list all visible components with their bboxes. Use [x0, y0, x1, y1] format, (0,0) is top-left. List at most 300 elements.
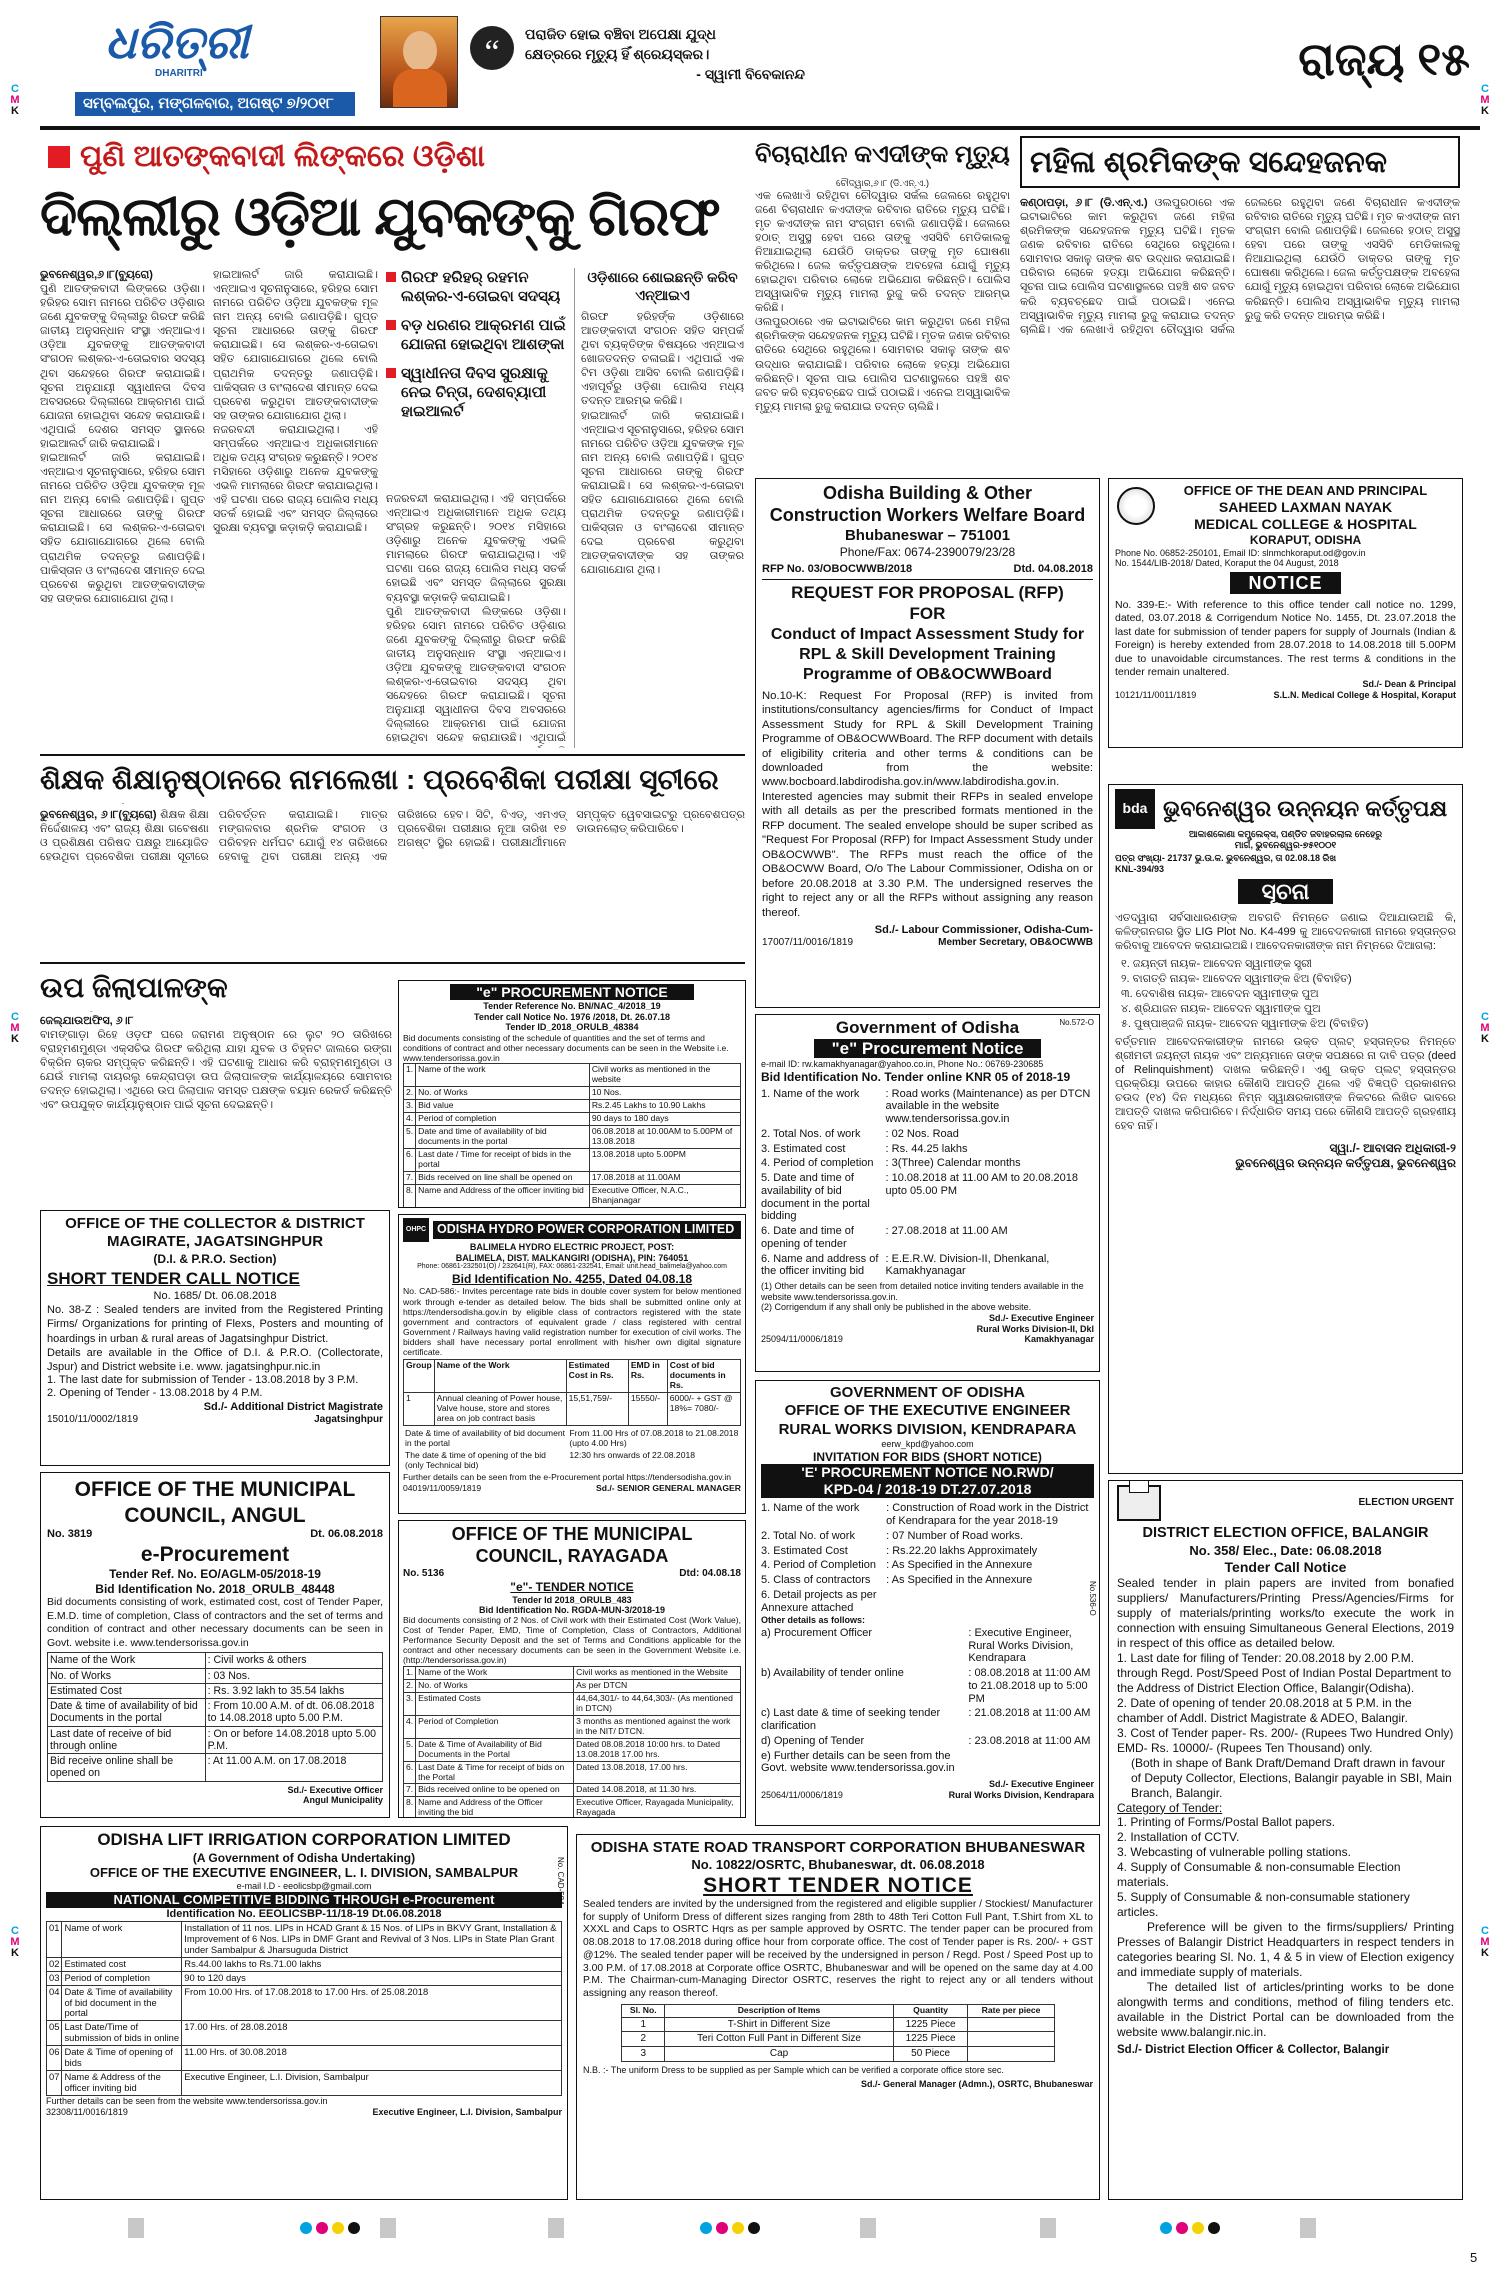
kamakhya-code: 25094/11/0006/1819	[761, 1334, 843, 1345]
newspaper-logo[interactable]	[105, 16, 325, 84]
table-cell: 06.08.2018 at 10.00AM to 5.00PM of 13.08.2018	[589, 1126, 740, 1149]
angul-ref: Tender Ref. No. EO/AGLM-05/2018-19	[109, 1567, 321, 1582]
table-cell: : Construction of Road work in the District of Kendrapara for the year 2018-19	[886, 1502, 1089, 1528]
lead-text-2b: ନଜରବନ୍ଦୀ କରାଯାଇଥିଲା। ଏହି ସମ୍ପର୍କରେ ଏନ୍‌ଆଇଏ ଅଧିକାରୀମାନେ ଅଧିକ ତଥ୍ୟ ସଂଗ୍ରହ କରୁଛନ୍ତି। ୨୦୧୪ ମସିହାରେ ଓଡ଼ିଶାରୁ ଅନେକ ଯୁବକଙ୍କୁ ଏଭଳି ମାମଲାରେ ଗିରଫ କରାଯାଇଥିଲା। ଏହି ଘଟଣା ପରେ ରାଜ୍ୟ ପୋଲିସ ମଧ୍ୟ ସତର୍କ ହୋଇଛି ଏବଂ ସମସ୍ତ ଜିଲ୍ଲାରେ ସୁରକ୍ଷା ବ୍ୟବସ୍ଥା କଡ଼ାକଡ଼ି କରାଯାଇଛି।	[213, 423, 378, 535]
balangir-urgent: ELECTION URGENT	[1358, 1496, 1454, 1508]
kendrapara-notice-2: KPD-04 / 2018-19 DT.27.07.2018	[761, 1481, 1094, 1498]
color-dot	[1176, 2222, 1188, 2234]
table-cell: Rs.2.45 Lakhs to 10.90 Lakhs	[589, 1100, 740, 1113]
ocwwb-rfp-subject: Conduct of Impact Assessment Study for RPL & Skill Development Training Programme of OB&OCWWBoard	[770, 625, 1085, 683]
table-cell: Bid value	[416, 1100, 590, 1113]
list-item: 3. Cost of Tender paper- Rs. 200/- (Rupees Two Hundred Only) EMD- Rs. 10000/- (Rupees Ten Thousand) only.	[1117, 1725, 1454, 1755]
table-cell: : At 11.00 A.M. on 17.08.2018	[205, 1754, 382, 1782]
balangir-preference: Preference will be given to the firms/suppliers/ Printing Presses of Balangir District Headquarters in respect tenders in categories bearing Sl. No. 1, 4 & 5 in view of Election exigency and immediate supply of materials.	[1117, 1920, 1454, 1980]
story3-text: ବାମଙ୍ଗାଡ଼ା ରିହେ ଓଡ଼ଫ ଘରେ ଜରାମଣ ଅନୁଷ୍ଠାନ ରେ ଲୁଟ ୨୦ ତାରିଖରେ ବ୍ରାହ୍ମଣମୁଣ୍ଡା ଏକ୍ସଚିଭ ଗିରଫ କରିଥିଲା ଯାହା ଯୁବକ ଓ ଚିହ୍ନଟ ଜାଲରେ ରଙ୍ଗା ବିକ୍ରିନ ଚାକର ସମ୍ପୃକ୍ତ କରିଛନ୍ତି। ଏହି ଘଟଣାକୁ ଆଧାର କରି ବ୍ରାହ୍ମଣମୁଣ୍ଡା ଓ ଯେଉଁ ମାମଲା ଦାୟରଲୁ କେନ୍ଦ୍ରାପଡ଼ା ଉପ ଜିଲାପାଳଙ୍କ କାର୍ଯ୍ୟାଳୟରେ ସୋମବାର ତଦନ୍ତ ହୋଇଥିଲା। ଏଥିରେ ଉପ ଜିଲାପାଳ ସମସ୍ତ ପକ୍ଷଙ୍କ ବୟାନ ରେକର୍ଡ କରିଛନ୍ତି ଏବଂ ଉପଯୁକ୍ତ କାର୍ଯ୍ୟାନୁଷ୍ଠାନ ପାଇଁ ସୂଚନା ଦେଇଛନ୍ତି।	[40, 1029, 392, 1112]
table-cell: 3.	[404, 1100, 416, 1113]
lead-col-1	[40, 268, 205, 748]
lift-bid-id: Identification No. EEOLICSBP-11/18-19 Dt.06.08.2018	[166, 1907, 442, 1920]
story5-headline: ମହିଳା ଶ୍ରମିକଙ୍କ ସନ୍ଦେହଜନକ	[1020, 136, 1460, 188]
table-cell: 3. Estimated Cost	[761, 1544, 848, 1557]
ohpc-bid-id: Bid Identification No. 4255, Dated 04.08.18	[451, 1271, 693, 1286]
lift-table	[46, 1921, 562, 2096]
osrtc-short-tender: SHORT TENDER NOTICE	[703, 1874, 973, 1898]
table-cell: : On or before 14.08.2018 upto 5.00 P.M.	[205, 1726, 382, 1754]
table-cell: : Rs. 3.92 lakh to 35.54 lakhs	[205, 1683, 382, 1698]
balangir-categories	[1117, 1815, 1454, 1920]
table-row	[761, 1706, 1094, 1734]
table-cell: 17.08.2018 at 11.00AM	[589, 1172, 740, 1185]
rayagada-bid-id: Bid Identification No. RGDA-MUN-3/2018-19	[478, 1605, 666, 1616]
ohpc-logo-icon: OHPC	[403, 1218, 429, 1242]
kendrapara-sign-2: Rural Works Division, Kendrapara	[948, 1789, 1094, 1800]
color-dot	[348, 2222, 360, 2234]
nac-ref-1: Tender Reference No. BN/NAC_4/2018_19	[483, 1001, 661, 1012]
kendrapara-email: eerw_kpd@yahoo.com	[881, 1438, 974, 1449]
story4-text: ଏକ ଲେଖାଏଁ ରହିଥିବା ଚୌଦ୍ୱାର ସର୍କଲ ଜେଲରେ ରହୁଥିବା ଜଣେ ବିଚାରାଧୀନ କଏଦୀଙ୍କ ରବିବାର ରାତିରେ ମୃତ୍ୟୁ ଘଟିଛି। ମୃତ କଏଦୀଙ୍କ ନାମ ସଂଗ୍ରାମ ବୋଲି ଜଣାପଡ଼ିଛି। ଜେଲରେ ହଠାତ୍ ଅସୁସ୍ଥ ହେବା ପରେ ତାଙ୍କୁ ଏସସିବି ମେଡିକାଲକୁ ନିଆଯାଇଥିଲା ଯେଉଁଠି ଡାକ୍ତର ତାଙ୍କୁ ମୃତ ଘୋଷଣା କରିଥିଲେ। ଜେଲ କର୍ତ୍ତୃପକ୍ଷଙ୍କ ଅବହେଳା ଯୋଗୁଁ ମୃତ୍ୟୁ ହୋଇଥିବା ପରିବାର ଲୋକେ ଅଭିଯୋଗ କରିଛନ୍ତି। ପୋଲିସ ଅସ୍ୱାଭାବିକ ମୃତ୍ୟୁ ମାମଲା ରୁଜୁ କରି ତଦନ୍ତ ଆରମ୍ଭ କରିଛି।	[755, 189, 1010, 315]
table-cell: : Civil works & others	[205, 1653, 382, 1668]
rayagada-table	[403, 1666, 741, 1818]
ad-balangir	[1108, 1480, 1463, 2200]
story4-dateline: ଚୌଦ୍ୱାର,୬।୮ (ଡି.ଏନ୍.ଏ.)	[836, 178, 929, 188]
ad-ohpc	[398, 1214, 746, 1514]
color-dot	[332, 2222, 344, 2234]
angul-sign-2: Angul Municipality	[303, 1795, 383, 1806]
college-emblem-icon	[1117, 487, 1155, 525]
table-cell: 4. Period of Completion	[761, 1559, 876, 1572]
table-cell: As per DTCN	[574, 1679, 741, 1692]
table-row	[404, 1666, 741, 1679]
ad-nac-procurement	[398, 980, 746, 1208]
angul-table	[47, 1652, 383, 1782]
table-cell: 44,64,301/- to 44,64,303/- (As mentioned in DTCN)	[574, 1692, 741, 1715]
table-cell: 03	[47, 1971, 62, 1985]
color-dot	[1160, 2222, 1172, 2234]
kamakhya-sign-3: Kamakhyanagar	[1024, 1334, 1094, 1345]
table-row	[404, 1172, 741, 1185]
table-cell: Name & Address of the officer inviting bid	[62, 2070, 182, 2095]
ocwwb-rfp-for: FOR	[909, 603, 946, 623]
rayagada-no: No. 5136	[403, 1567, 445, 1579]
table-cell: Period of Completion	[416, 1715, 574, 1738]
table-cell: Estimated Costs	[416, 1692, 574, 1715]
ohpc-dates	[403, 1428, 741, 1472]
table-cell: : Executive Engineer, Rural Works Division, Kendrapara	[968, 1626, 1074, 1665]
lift-sign: Executive Engineer, L.I. Division, Sambalpur	[372, 2106, 562, 2117]
angul-no: No. 3819	[47, 1528, 93, 1541]
angul-title-1: OFFICE OF THE MUNICIPAL	[74, 1478, 356, 1501]
rayagada-banner: "e"- TENDER NOTICE	[510, 1580, 634, 1595]
table-cell: 2	[622, 2032, 665, 2047]
table-cell: From 10.00 Hrs. of 17.08.2018 to 17.00 Hrs. of 25.08.2018	[182, 1985, 562, 2021]
table-cell: Name and Address of the officer inviting bid	[416, 1185, 590, 1208]
table-cell: T-Shirt in Different Size	[665, 2017, 894, 2032]
table-cell: 1. Name of the work	[761, 1087, 860, 1100]
balangir-title: DISTRICT ELECTION OFFICE, BALANGIR	[1142, 1525, 1429, 1541]
bda-address-1: ଆକାଶକୋଣା କମ୍ପ୍ଲେକ୍ସ, ପଣ୍ଡିତ ଜବାହରଲାଲ ନେହେରୁ	[1188, 829, 1383, 839]
rayagada-title-1: OFFICE OF THE MUNICIPAL	[451, 1524, 693, 1544]
table-cell: e) Further details can be seen from the Govt. website www.tendersorissa.gov.in	[761, 1749, 955, 1775]
balangir-intro: Sealed tender in plain papers are invited from bonafied suppliers/ Manufacturers/Printing Press/Agencies/Firms for supply of materials/printing works/to execute the work in connection with ensuing Simultaneous General Elections, 2019 in respect of this office as detailed below.	[1117, 1575, 1454, 1650]
kamakhya-note-1: (1) Other details can be seen from detailed notice inviting tenders available in the website www.tendersorissa.gov.in.	[761, 1281, 1084, 1302]
lead-text-2: ହାଇଆଲର୍ଟ ଜାରି କରାଯାଇଛି। ଏନ୍‌ଆଇଏ ସୂଚନାନୁସାରେ, ହରିହର ସୋମ ନାମରେ ପରିଚିତ ଓଡ଼ିଆ ଯୁବକଙ୍କ ମୂଳ ନାମ ଅନ୍ୟ ବୋଲି ଜଣାପଡ଼ିଛି। ଗୁପ୍ତ ସୂଚନା ଆଧାରରେ ତାଙ୍କୁ ଗିରଫ କରାଯାଇଛି। ସେ ଲଶ୍କର-ଏ-ତୋଇବା ସହିତ ଯୋଗାଯୋଗରେ ଥିଲେ ବୋଲି ପ୍ରାଥମିକ ତଦନ୍ତରୁ ଜଣାପଡ଼ିଛି। ପାକିସ୍ତାନ ଓ ବାଂଲାଦେଶ ସୀମାନ୍ତ ଦେଇ ପ୍ରବେଶ କରୁଥିବା ଆତଙ୍କବାଦୀଙ୍କ ସହ ତାଙ୍କର ଯୋଗାଯୋଗ ଥିଲା।	[213, 269, 378, 422]
table-cell: Bids received on line shall be opened on	[416, 1172, 590, 1185]
color-dot	[748, 2222, 760, 2234]
osrtc-body: Sealed tenders are invited by the undersigned from the registered and eligible supplier / Stockiest/ Manufacturer for supply of Uniform Dress of different sizes ranging from 28th to 48th Teri Cotton Full Pant, T.Shirt from XL to XXXL and Caps to OSRTC Hqrs as per sample approved by OSRTC. The tender paper can be procured from 08.08.2018 to 17.08.2018 during office hour from corporate office. The cost of Tender paper is Rs. 200/- + GST @12%. The sealed tender paper will be received by the undersigned in person / Regd. Post / Speed Post up to 3.00 P.M. of 17.08.2018 at Corporate office OSRTC, Bhubaneswar and will be opened on the same day at 4.00 P.M. The Chairman-cum-Managing Director OSRTC, reserves the right to reject any or all tenders without assigning any reason thereof.	[583, 1898, 1093, 2000]
balangir-tender-title: Tender Call Notice	[1224, 1558, 1347, 1575]
rayagada-tender-id: Tender Id 2018_ORULB_483	[512, 1594, 632, 1605]
logo-text: ଧରିତ୍ରୀ	[105, 16, 249, 68]
table-row	[404, 1100, 741, 1113]
list-item: ୫. ପୁଷ୍ପାଞ୍ଜଳି ନାୟକ- ଆବେଦନ ସ୍ୱାମୀଙ୍କ ଝିଅ (ବିବାହିତ)	[1121, 1017, 1369, 1030]
table-cell: 1. Name of the work	[761, 1502, 860, 1515]
koraput-phone: Phone No. 06852-250101, Email ID: slnmchkoraput.od@gov.in	[1115, 547, 1366, 558]
table-row	[47, 2021, 562, 2046]
table-cell: 3.	[404, 1692, 416, 1715]
ad-lift-irrigation	[40, 1826, 568, 2200]
koraput-code: 10121/11/0011/1819	[1115, 690, 1197, 701]
table-cell	[886, 1588, 1094, 1616]
ad-osrtc	[576, 1834, 1100, 2200]
table-cell: Installation of 11 nos. LIPs in HCAD Grant & 15 Nos. of LIPs in BKVY Grant, Installation & Improvement of 6 Nos. LIPs in DMF Grant and Revival of 3 Nos. LIPs in State Plan Grant under Sambalpur & Jharsuguda District	[182, 1922, 562, 1958]
table-row	[404, 1797, 741, 1818]
table-row	[404, 1692, 741, 1715]
table-row	[622, 2047, 1055, 2062]
table-cell: 5. Date and time of availability of bid document in the portal bidding	[761, 1172, 870, 1223]
color-dot	[1208, 2222, 1220, 2234]
lead-headline: ଦିଲ୍ଲୀରୁ ଓଡ଼ିଆ ଯୁବକଙ୍କୁ ଗିରଫ	[40, 187, 720, 247]
ocwwb-address: Bhubaneswar – 751001	[844, 526, 1011, 544]
table-row	[47, 1922, 562, 1958]
table-row	[761, 1544, 1094, 1559]
table-cell: 4.	[404, 1113, 416, 1126]
quote-box	[525, 24, 805, 110]
osrtc-no: No. 10822/OSRTC, Bhubaneswar, dt. 06.08.2018	[691, 1857, 985, 1873]
logo-sub: DHARITRI	[155, 68, 203, 79]
bda-address-2: ମାର୍ଗ, ଭୁବନେଶ୍ୱର-୭୫୧୦୦୧	[1234, 839, 1337, 850]
table-cell	[968, 2047, 1054, 2062]
table-cell	[968, 1749, 1094, 1777]
ocwwb-title-1: Odisha Building & Other	[822, 483, 1032, 503]
rayagada-title-2: COUNCIL, RAYAGADA	[475, 1545, 669, 1566]
table-cell: 6. Date and time of opening of tender	[761, 1225, 854, 1250]
table-row	[47, 1985, 562, 2021]
cmk-marker: C M K	[1480, 83, 1490, 117]
bullet-square-icon	[386, 368, 396, 378]
table-cell: Civil works as mentioned in the website	[589, 1064, 740, 1087]
ocwwb-title-2: Construction Workers Welfare Board	[769, 504, 1086, 525]
kendrapara-table-2	[761, 1626, 1094, 1776]
nac-table	[403, 1063, 741, 1208]
table-cell: 1.	[404, 1064, 416, 1087]
kendrapara-other-label: Other details as follows:	[761, 1615, 866, 1626]
lead-dateline: ଭୁବନେଶ୍ୱର,୬।୮(ବ୍ୟୁରୋ)	[40, 269, 153, 281]
table-row	[761, 1573, 1094, 1588]
ad-ocwwb	[755, 478, 1100, 1008]
jspur-code: 15010/11/0002/1819	[47, 1413, 139, 1425]
table-cell: 17.00 Hrs. of 28.08.2018	[182, 2021, 562, 2046]
table-cell: 04	[47, 1985, 62, 2021]
angul-date: Dt. 06.08.2018	[310, 1528, 383, 1541]
table-cell: Last date of receive of bid through online	[48, 1726, 206, 1754]
story3-dateline: ଜେଲ୍‌ଯାଉଅଫିସ, ୬।୮	[40, 1015, 134, 1027]
sidebar-title: ଓଡ଼ିଶାରେ ଶୋଇଛନ୍ତି କରିବ ଏନ୍‌ଆଇଏ	[587, 269, 738, 303]
story2-rule	[40, 754, 745, 756]
table-row	[47, 2070, 562, 2095]
table-cell: Name of the Work	[48, 1653, 206, 1668]
dateline-bar: ସମ୍ବଲପୁର, ମଙ୍ଗଳବାର, ଅଗଷ୍ଟ ୭/୨୦୧୮	[75, 92, 355, 116]
table-cell: : 03 Nos.	[205, 1668, 382, 1683]
koraput-title-3: MEDICAL COLLEGE & HOSPITAL	[1194, 515, 1417, 532]
story2-text: ଶିକ୍ଷକ ଶିକ୍ଷା ନିର୍ଦ୍ଦେଶାଳୟ ଏବଂ ରାଜ୍ୟ ଶିକ୍ଷା ଗବେଷଣା ଓ ପ୍ରଶିକ୍ଷଣ ପରିଷଦ ପକ୍ଷରୁ ଆୟୋଜିତ ହେଉଥିବା ପ୍ରବେଶିକା ପରୀକ୍ଷା ସୂଚୀରେ ପରିବର୍ତ୍ତନ କରାଯାଇଛି। ମାତ୍ର ମଙ୍ଗଳବାର ଶ୍ରମିକ ସଂଗଠନ ଓ ପରିବହନ ଧର୍ମଘଟ ଯୋଗୁଁ ୧୪ ତାରିଖରେ ହେବାକୁ ଥିବା ପରୀକ୍ଷା ଅନ୍ୟ ଏକ ତାରିଖରେ ହେବ। ସିଟି, ବିଏଡ୍, ଏମଏଡ୍ ପ୍ରବେଶିକା ପରୀକ୍ଷାର ନୂଆ ତାରିଖ ୧୭ ଅଗଷ୍ଟ ସ୍ଥିର ହୋଇଛି। ପରୀକ୍ଷାର୍ଥୀମାନେ ସମ୍ପୃକ୍ତ ୱେବସାଇଟରୁ ପ୍ରବେଶପତ୍ର ଡାଉନଲୋଡ୍ କରିପାରିବେ।	[40, 809, 745, 864]
ad-koraput-medical	[1108, 478, 1463, 748]
kendrapara-title-2: OFFICE OF THE EXECUTIVE ENGINEER	[784, 1402, 1071, 1420]
masthead	[40, 10, 1480, 122]
masthead-rule	[40, 126, 1480, 130]
kendrapara-notice-1: 'E' PROCUREMENT NOTICE NO.RWD/	[761, 1464, 1094, 1481]
kamakhya-sign-2: Rural Works Division-II, Dkl	[976, 1323, 1094, 1334]
jspur-title-2: MAGIRATE, JAGATSINGHPUR	[106, 1233, 324, 1251]
lift-title-3: OFFICE OF THE EXECUTIVE ENGINEER, L. I. DIVISION, SAMBALPUR	[89, 1865, 519, 1881]
balangir-items	[1117, 1651, 1454, 1801]
table-row	[48, 1668, 383, 1683]
jspur-title-3: (D.I. & P.R.O. Section)	[153, 1251, 277, 1266]
table-cell: Estimated Cost	[48, 1683, 206, 1698]
koraput-title-4: KORAPUT, ODISHA	[1249, 533, 1362, 548]
table-cell: Rs.44.00 lakhs to Rs.71.00 lakhs	[182, 1957, 562, 1971]
osrtc-nb: N.B. :- The uniform Dress to be supplied as per Sample which can be verified a corporate office store sec.	[583, 2064, 1004, 2075]
lift-title-2: (A Government of Odisha Undertaking)	[192, 1850, 416, 1865]
kamakhya-title: Government of Odisha	[835, 1018, 1020, 1037]
registration-bar	[1300, 2218, 1316, 2238]
table-cell: : 07 Number of Road works.	[886, 1529, 1024, 1542]
table-cell: : 3(Three) Calendar months	[885, 1157, 1021, 1170]
table-cell: Date & time of availability of bid Documents in the portal	[48, 1699, 206, 1727]
table-cell: Date & Time of opening of bids	[62, 2046, 182, 2071]
table-cell: Dated 08.08.2018 10:00 hrs. to Dated 13.08.2018 17.00 hrs.	[574, 1738, 741, 1761]
jspur-body-2: Details are available in the Office of D.I. & P.R.O. (Collectorate, Jspur) and District website i.e. www. jagatsinghpur.nic.in	[47, 1346, 383, 1373]
lead-text-1: ପୁଣି ଆତଙ୍କବାଦୀ ଲିଙ୍କରେ ଓଡ଼ିଶା। ହରିହର ସୋମ ନାମରେ ପରିଚିତ ଓଡ଼ିଶାର ଜଣେ ଯୁବକଙ୍କୁ ଦିଲ୍ଲୀରୁ ଗିରଫ କରିଛି ଜାତୀୟ ଅନୁସନ୍ଧାନ ସଂସ୍ଥା ଏନ୍‌ଆଇଏ। ଓଡ଼ିଆ ଯୁବକଙ୍କୁ ଆତଙ୍କବାଦୀ ସଂଗଠନ ଲଶ୍କର-ଏ-ତୋଇବାର ସଦସ୍ୟ ଥିବା ସନ୍ଦେହରେ ଗିରଫ କରାଯାଇଛି। ସୂଚନା ଅନୁଯାୟୀ ସ୍ୱାଧୀନତା ଦିବସ ଅବସରରେ ଦିଲ୍ଲୀରେ ଆକ୍ରମଣ ପାଇଁ ଯୋଜନା ହୋଇଥିବା ସନ୍ଦେହ କରାଯାଉଛି। ଏଥିପାଇଁ ଦେଶର ସମସ୍ତ ସ୍ଥାନରେ ହାଇଆଲର୍ଟ ଜାରି କରାଯାଇଛି।	[40, 283, 205, 450]
table-row	[404, 1149, 741, 1172]
table-cell: : As Specified in the Annexure	[886, 1574, 1033, 1587]
story2-body	[40, 808, 745, 956]
ad-jagatsinghpur	[40, 1210, 390, 1466]
table-cell: Period of completion	[62, 1971, 182, 1985]
jspur-sign-2: Jagatsinghpur	[314, 1413, 383, 1425]
koraput-ref: No. 1544/LIB-2018/ Dated, Koraput the 04 August, 2018	[1115, 558, 1339, 569]
color-dot	[1192, 2222, 1204, 2234]
angul-bid-id: Bid Identification No. 2018_ORULB_48448	[95, 1581, 335, 1596]
table-cell: : 21.08.2018 at 11:00 AM	[968, 1707, 1091, 1720]
story4-body: ଚୌଦ୍ୱାର,୬।୮ (ଡି.ଏନ୍.ଏ.) ଏକ ଲେଖାଏଁ ରହିଥିବା ଚୌଦ୍ୱାର ସର୍କଲ ଜେଲରେ ରହୁଥିବା ଜଣେ ବିଚାରାଧୀନ କଏଦୀଙ୍କ ରବିବାର ରାତିରେ ମୃତ୍ୟୁ ଘଟିଛି। ମୃତ କଏଦୀଙ୍କ ନାମ ସଂଗ୍ରାମ ବୋଲି ଜଣାପଡ଼ିଛି। ଜେଲରେ ହଠାତ୍ ଅସୁସ୍ଥ ହେବା ପରେ ତାଙ୍କୁ ଏସସିବି ମେଡିକାଲକୁ ନିଆଯାଇଥିଲା ଯେଉଁଠି ଡାକ୍ତର ତାଙ୍କୁ ମୃତ ଘୋଷଣା କରିଥିଲେ। ଜେଲ କର୍ତ୍ତୃପକ୍ଷଙ୍କ ଅବହେଳା ଯୋଗୁଁ ମୃତ୍ୟୁ ହୋଇଥିବା ପରିବାର ଲୋକେ ଅଭିଯୋଗ କରିଛନ୍ତି। ପୋଲିସ ଅସ୍ୱାଭାବିକ ମୃତ୍ୟୁ ମାମଲା ରୁଜୁ କରି ତଦନ୍ତ ଆରମ୍ଭ କରିଛି। ଓଲପୁରଠାରେ ଏକ ଇଟାଭାଟିରେ କାମ କରୁଥିବା ଜଣେ ମହିଳା ଶ୍ରମିକଙ୍କ ସନ୍ଦେହଜନକ ମୃତ୍ୟୁ ଘଟିଛି। ମୃତକ ଜଣକ ରବିବାର ରାତିରେ ସେଥିରେ ରହୁଥିଲେ। ସୋମବାର ସକାଳୁ ତାଙ୍କ ଶବ ଉଦ୍ଧାର କରାଯାଇଛି। ପରିବାର ଲୋକେ ହତ୍ୟା ଅଭିଯୋଗ କରିଛନ୍ତି। ସୂଚନା ପାଇ ପୋଲିସ ଘଟଣାସ୍ଥଳରେ ପହଞ୍ଚି ଶବ ଜବତ କରି ବ୍ୟବଚ୍ଛେଦ ପାଇଁ ପଠାଇଛି। ଏନେଇ ଅସ୍ୱାଭାବିକ ମୃତ୍ୟୁ ମାମଲା ରୁଜୁ କରାଯାଇ ତଦନ୍ତ ଚାଲିଛି।	[755, 178, 1010, 413]
koraput-sign-2: S.L.N. Medical College & Hospital, Koraput	[1273, 690, 1456, 701]
table-row	[761, 1127, 1094, 1142]
table-row	[761, 1171, 1094, 1224]
table-cell: Date & Time of Availability of Bid Documents in the Portal	[416, 1738, 574, 1761]
angul-title-2: COUNCIL, ANGUL	[124, 1503, 306, 1527]
nac-ref-2: Tender call Notice No. 1976 /2018, Dt. 26.07.18	[474, 1011, 670, 1022]
table-cell: : 02 Nos. Road	[885, 1127, 959, 1140]
page-number: 5	[1470, 2250, 1478, 2265]
osrtc-sign: Sd./- General Manager (Admn.), OSRTC, Bhubaneswar	[860, 2079, 1093, 2090]
cmk-marker: C M K	[10, 83, 20, 117]
table-row	[761, 1666, 1094, 1706]
story2-dateline: ଭୁବନେଶ୍ୱର, ୬।୮(ବ୍ୟୁରୋ)	[40, 809, 157, 821]
lead-bullets	[386, 268, 566, 486]
table-cell: 2.	[404, 1087, 416, 1100]
color-dot	[316, 2222, 328, 2234]
table-cell: : As Specified in the Annexure	[886, 1559, 1033, 1572]
jspur-body: No. 38-Z : Sealed tenders are invited from the Registered Printing Firms/ Organizations for printing of Flexs, Posters and mounting of hoardings in urban & rural areas of Jagatsinghpur District.	[47, 1304, 383, 1345]
table-cell: Last Date & Time for receipt of bids on the Portal	[416, 1761, 574, 1784]
ohpc-body: No. CAD-586:- Invites percentage rate bids in double cover system for below mentioned work through e-tender as detailed below. The bids shall be submitted online only at https://tendersodisha.gov.in by eligible class of contractors registered with the state government and contractors of equivalent grade / class registered with central Government / Railways having valid registration number for execution of civil works. The bidders shall have necessary portal enrollment with his/her own digital signature certificate.	[403, 1286, 741, 1358]
kamakhya-banner: "e" Procurement Notice	[814, 1039, 1042, 1058]
color-dot	[700, 2222, 712, 2234]
table-row	[404, 1738, 741, 1761]
table-row	[404, 1126, 741, 1149]
table-row	[404, 1087, 741, 1100]
table-row	[48, 1683, 383, 1698]
table-cell: Dated 14.08.2018, at 11.30 hrs.	[574, 1784, 741, 1797]
kamakhya-details	[761, 1087, 1094, 1280]
table-row	[622, 2032, 1055, 2047]
table-cell: Name of work	[62, 1922, 182, 1958]
table-cell: 3	[622, 2047, 665, 2062]
koraput-notice: NOTICE	[1230, 572, 1340, 594]
cmk-marker: C M K	[1480, 1011, 1490, 1045]
table-cell: d) Opening of Tender	[761, 1734, 865, 1747]
bullet-item: ସ୍ୱାଧୀନତା ଦିବସ ସୁରକ୍ଷାକୁ ନେଇ ଚିନ୍ତା, ଦେଶବ୍ୟାପୀ ହାଇଆଲର୍ଟ	[386, 364, 566, 421]
table-cell: Civil works as mentioned in the Website	[574, 1666, 741, 1679]
table-cell: Last date / Time for receipt of bids in the portal	[416, 1149, 590, 1172]
jspur-notice: SHORT TENDER CALL NOTICE	[47, 1269, 300, 1289]
table-cell: 06	[47, 2046, 62, 2071]
quote-attribution: - ସ୍ୱାମୀ ବିବେକାନନ୍ଦ	[696, 66, 805, 82]
table-row	[48, 1754, 383, 1782]
table-row	[761, 1156, 1094, 1171]
table-cell: Name of the Work	[416, 1666, 574, 1679]
table-cell: 1225 Piece	[893, 2017, 968, 2032]
table-row	[404, 1679, 741, 1692]
table-cell: Last Date/Time of submission of bids in online	[62, 2021, 182, 2046]
story3-headline: ଉପ ଜିଲାପାଳଙ୍କ	[40, 972, 228, 1003]
table-row: 1 Annual cleaning of Power house, Valve house, store and stores area on job contract basis 15,51,759/- 15550/- 6000/- + GST @ 18%= 7080/-	[404, 1393, 741, 1426]
table-cell: 1	[622, 2017, 665, 2032]
list-item: 1. Printing of Forms/Postal Ballot papers.	[1117, 1815, 1336, 1830]
lift-title-1: ODISHA LIFT IRRIGATION CORPORATION LIMITED	[97, 1830, 511, 1849]
balangir-no: No. 358/ Elec., Date: 06.08.2018	[1189, 1542, 1382, 1558]
story4-headline: ବିଚାରାଧୀନ କଏଦୀଙ୍କ ମୃତ୍ୟୁ	[755, 141, 1010, 168]
table-row	[47, 2046, 562, 2071]
koraput-title-1: OFFICE OF THE DEAN AND PRINCIPAL	[1183, 483, 1428, 498]
table-row	[48, 1726, 383, 1754]
list-item: 2. Date of opening of tender 20.08.2018 at 5 P.M. in the chamber of Addl. District Magistrate & ADEO, Balangir.	[1117, 1695, 1412, 1725]
table-row	[761, 1252, 1094, 1280]
table-row	[761, 1588, 1094, 1616]
bda-ref: ପତ୍ର ସଂଖ୍ୟା- 21737 ଭୁ.ଉ.କ. ଭୁବନେଶ୍ୱର, ତା 02.08.18 ରିଖ	[1115, 853, 1337, 864]
table-row	[404, 1064, 741, 1087]
sidebar-text: ଗିରଫ ହରିହର୍ଙ୍କ ଓଡ଼ିଶାରେ ଆତଙ୍କବାଦୀ ସଂଗଠନ ସହିତ ସମ୍ପର୍କ ଥିବା ବ୍ୟକ୍ତିଙ୍କ ବିଷୟରେ ଏନ୍‌ଆଇଏ ଖୋଜତଦନ୍ତ ଚଳାଇଛି। ଏଥିପାଇଁ ଏକ ଟିମ ଓଡ଼ିଶା ଆସିବ ବୋଲି ଜଣାପଡ଼ିଛି। ଏହାପୂର୍ବରୁ ଓଡ଼ିଶା ପୋଲିସ ମଧ୍ୟ ତଦନ୍ତ ଆରମ୍ଭ କରିଛି।	[581, 311, 744, 408]
table-cell: : Rs.22.20 lakhs Approximately	[886, 1544, 1038, 1557]
table-cell: c) Last date & time of seeking tender clarification	[761, 1707, 941, 1733]
table-cell: No. of Works	[416, 1679, 574, 1692]
story3-rule	[40, 962, 745, 964]
story5-text: ଓଲପୁରଠାରେ ଏକ ଇଟାଭାଟିରେ କାମ କରୁଥିବା ଜଣେ ମହିଳା ଶ୍ରମିକଙ୍କ ସନ୍ଦେହଜନକ ମୃତ୍ୟୁ ଘଟିଛି। ମୃତକ ଜଣକ ରବିବାର ରାତିରେ ସେଥିରେ ରହୁଥିଲେ। ସୋମବାର ସକାଳୁ ତାଙ୍କ ଶବ ଉଦ୍ଧାର କରାଯାଇଛି। ପରିବାର ଲୋକେ ହତ୍ୟା ଅଭିଯୋଗ କରିଛନ୍ତି। ସୂଚନା ପାଇ ପୋଲିସ ଘଟଣାସ୍ଥଳରେ ପହଞ୍ଚି ଶବ ଜବତ କରି ବ୍ୟବଚ୍ଛେଦ ପାଇଁ ପଠାଇଛି। ଏନେଇ ଅସ୍ୱାଭାବିକ ମୃତ୍ୟୁ ମାମଲା ରୁଜୁ କରାଯାଇ ତଦନ୍ତ ଚାଲିଛି।	[1020, 197, 1236, 336]
table-cell	[968, 2032, 1054, 2047]
ad-kendrapara	[755, 1380, 1100, 1826]
table-cell: 11.00 Hrs. of 30.08.2018	[182, 2046, 562, 2071]
table-cell: 90 to 120 days	[182, 1971, 562, 1985]
table-cell: 6.	[404, 1149, 416, 1172]
ohpc-address-2: BALIMELA, DIST. MALKANGIRI (ODISHA), PIN: 764051	[455, 1252, 689, 1263]
table-row	[404, 1761, 741, 1784]
cmk-marker: C M K	[10, 1925, 20, 1959]
bda-knl: KNL-394/93	[1115, 863, 1165, 874]
jspur-no: No. 1685/ Dt. 06.08.2018	[153, 1289, 277, 1302]
quote-line-1: ପରାଜିତ ହୋଇ ବଞ୍ଚିବା ଅପେକ୍ଷା ଯୁଦ୍ଧ	[525, 26, 717, 42]
table-cell: Executive Officer, Rayagada Municipality, Rayagada	[574, 1797, 741, 1818]
story3-body	[40, 1014, 392, 1154]
lift-banner: NATIONAL COMPETITIVE BIDDING THROUGH e-Procurement	[46, 1892, 562, 1908]
kamakhya-bid-id: Bid Identification No. Tender online KNR 05 of 2018-19	[761, 1070, 1071, 1085]
lift-side-no: No. CAD-584	[556, 1857, 565, 1905]
table-cell: 6. Name and address of the officer inviting bid	[761, 1252, 879, 1278]
registration-bar	[860, 2218, 876, 2238]
table-row	[761, 1529, 1094, 1544]
balangir-sign: Sd./- District Election Officer & Collector, Balangir	[1117, 2044, 1390, 2057]
list-item: ୪. ଶ୍ରିଯାଜନ ନାୟକ- ଆବେଦନ ସ୍ୱାମୀଙ୍କ ପୁଅ	[1121, 1002, 1321, 1015]
table-cell: a) Procurement Officer	[761, 1626, 873, 1639]
table-cell: 2. Total No. of work	[761, 1529, 855, 1542]
kamakhya-sign-1: Sd./- Executive Engineer	[988, 1313, 1094, 1324]
table-row	[48, 1699, 383, 1727]
table-row	[761, 1501, 1094, 1529]
table-cell: 6. Detail projects as per Annexure attached	[761, 1588, 877, 1614]
table-cell: Bid receive online shall be opened on	[48, 1754, 206, 1782]
bda-logo-icon: bda	[1115, 789, 1155, 829]
page-label: ରାଜ୍ୟ ୧୫	[1298, 33, 1470, 85]
table-cell: Estimated cost	[62, 1957, 182, 1971]
lead-kicker	[40, 138, 740, 178]
quote-mark-icon: “	[470, 26, 514, 70]
ocwwb-code: 17007/11/0016/1819	[762, 937, 854, 949]
list-item: 3. Webcasting of vulnerable polling stations.	[1117, 1845, 1351, 1860]
table-cell: 8.	[404, 1797, 416, 1818]
table-row	[404, 1113, 741, 1126]
table-cell: Cap	[665, 2047, 894, 2062]
nac-intro: Bid documents consisting of the schedule of quantities and the set of terms and conditions of contract and other necessary documents can be seen in the Website i.e. www.tendersorissa.gov.in	[403, 1032, 729, 1064]
kendrapara-side-no: No.536-O	[1088, 1581, 1097, 1616]
registration-bar	[548, 2218, 564, 2238]
registration-bar	[380, 2218, 396, 2238]
table-cell: b) Availability of tender online	[761, 1667, 904, 1680]
bullet-item: ବଡ଼ ଧରଣର ଆକ୍ରମଣ ପାଇଁ ଯୋଜନା ହୋଇଥିବା ଆଶଙ୍କା	[386, 316, 566, 354]
balangir-detail: The detailed list of articles/printing works to be done alongwith terms and conditions, method of filing tenders etc. available in the District Portal can be downloaded from the website www.balangir.nic.in.	[1117, 1980, 1454, 2040]
kendrapara-code: 25064/11/0006/1819	[761, 1789, 843, 1800]
table-cell: No. of Works	[416, 1087, 590, 1100]
ad-angul	[40, 1472, 390, 1818]
table-row	[761, 1087, 1094, 1127]
nac-ref-3: Tender ID_2018_ORULB_48384	[505, 1022, 639, 1033]
table-cell: Executive Engineer, L.I. Division, Sambalpur	[182, 2070, 562, 2095]
cmk-marker: C M K	[10, 1011, 20, 1045]
table-cell: 1.	[404, 1666, 416, 1679]
table-cell: 50 Piece	[893, 2047, 968, 2062]
cmk-marker: C M K	[1480, 1925, 1490, 1959]
table-cell: 90 days to 180 days	[589, 1113, 740, 1126]
koraput-title-2: SAHEED LAXMAN NAYAK	[1218, 498, 1393, 515]
bda-sign-2: ଭୁବନେଶ୍ୱର ଉନ୍ନୟନ କର୍ତ୍ତୃପକ୍ଷ, ଭୁବନେଶ୍ୱର	[1235, 1155, 1456, 1170]
table-cell: : 27.08.2018 at 11.00 AM	[885, 1225, 1008, 1238]
